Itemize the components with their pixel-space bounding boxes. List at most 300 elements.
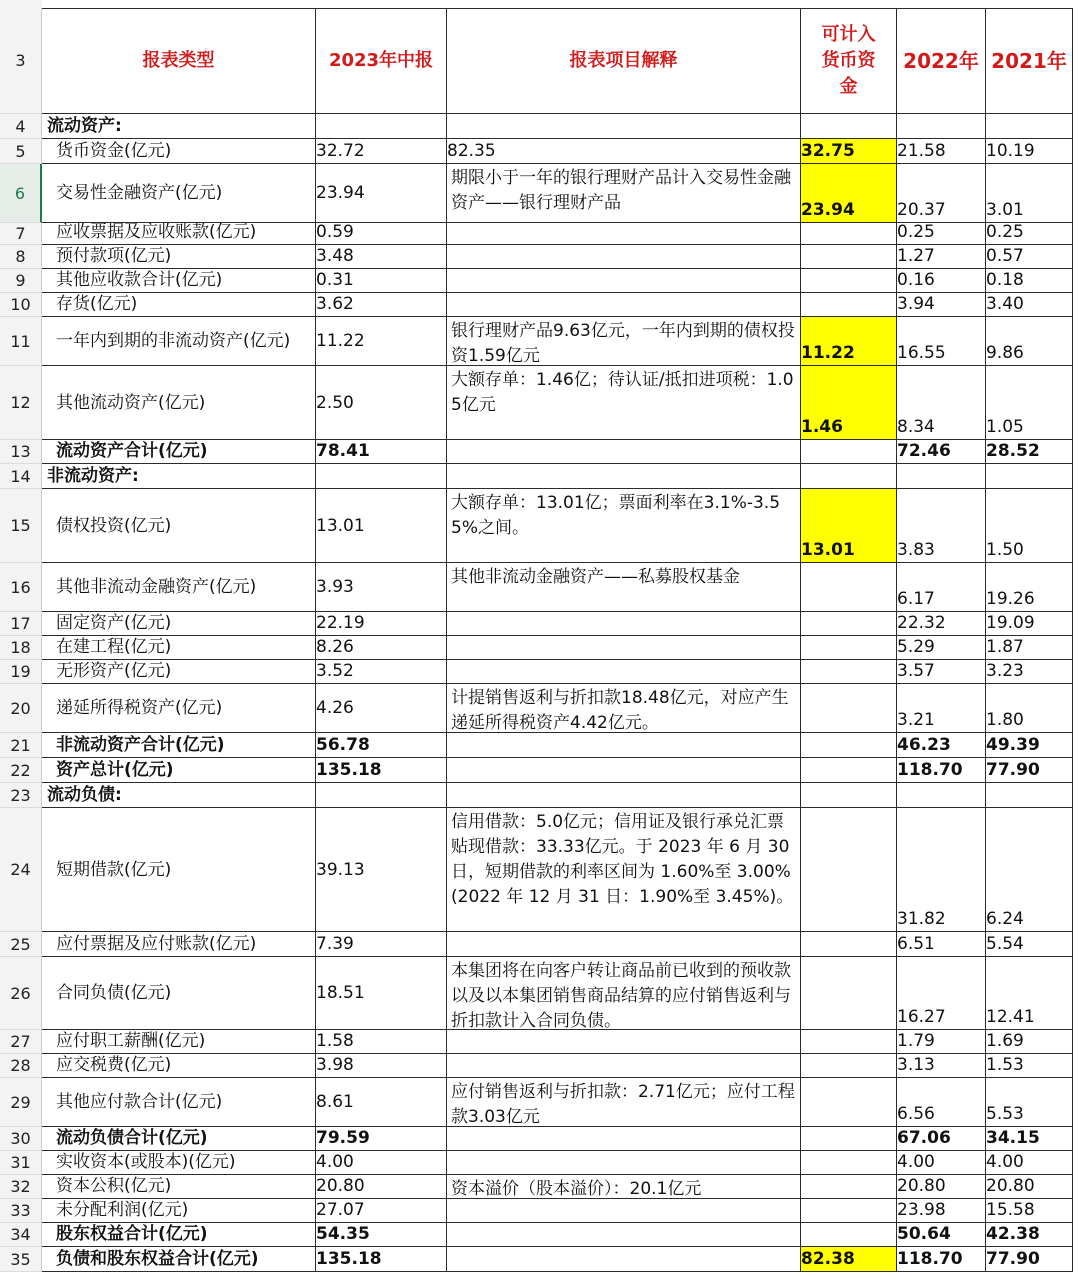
cell-empty[interactable] xyxy=(447,114,801,139)
cell-2022[interactable] xyxy=(897,563,986,612)
cell-note[interactable] xyxy=(447,957,801,1030)
cell-2023[interactable] xyxy=(316,684,447,733)
cell-2023[interactable] xyxy=(316,164,447,223)
cell-cash[interactable] xyxy=(801,489,897,563)
cell-label[interactable] xyxy=(42,489,316,563)
cell-note[interactable] xyxy=(447,1199,801,1223)
cell-note[interactable] xyxy=(447,1127,801,1151)
note-text: 其他非流动金融资产——私募股权基金 xyxy=(451,567,740,587)
cell-2021[interactable] xyxy=(986,563,1073,612)
cell-label[interactable] xyxy=(42,1054,316,1078)
cell-2021[interactable] xyxy=(986,1199,1073,1223)
cell-2022[interactable] xyxy=(897,317,986,366)
item-label: 实收资本(或股本)(亿元) xyxy=(56,1152,236,1172)
cell-cash[interactable] xyxy=(801,317,897,366)
cell-2022[interactable] xyxy=(897,612,986,636)
note-text: 本集团将在向客户转让商品前已收到的预收款以及以本集团销售商品结算的应付销售返利与折扣款计入合同负债。 xyxy=(451,961,791,1030)
cell-label[interactable] xyxy=(42,783,316,808)
cell-cash[interactable] xyxy=(801,758,897,783)
row-header-33[interactable] xyxy=(0,1199,42,1223)
cell-2021[interactable] xyxy=(986,636,1073,660)
value-2022: 16.55 xyxy=(897,343,946,363)
item-label: 债权投资(亿元) xyxy=(56,515,172,536)
cell-empty[interactable] xyxy=(447,464,801,489)
row-number: 28 xyxy=(10,1056,31,1075)
cell-empty[interactable] xyxy=(801,114,897,139)
cell-note[interactable] xyxy=(447,164,801,223)
cell-note[interactable] xyxy=(447,223,801,245)
cell-2022[interactable] xyxy=(897,1175,986,1199)
cell-empty[interactable] xyxy=(986,114,1073,139)
cell-cash[interactable] xyxy=(801,1030,897,1054)
cell-note[interactable] xyxy=(447,139,801,164)
row-header-9[interactable] xyxy=(0,269,42,293)
cell-2023[interactable] xyxy=(316,660,447,684)
cell-cash[interactable] xyxy=(801,1078,897,1127)
row-header-19[interactable] xyxy=(0,660,42,684)
value-2023: 32.72 xyxy=(316,141,365,161)
value-2021: 4.00 xyxy=(986,1152,1024,1172)
row-number: 31 xyxy=(10,1153,31,1172)
cell-2022[interactable] xyxy=(897,957,986,1030)
value-2023: 8.26 xyxy=(316,637,354,657)
value-2021: 3.40 xyxy=(986,294,1024,314)
header-cell-5[interactable] xyxy=(897,8,986,114)
cell-2023[interactable] xyxy=(316,1223,447,1247)
cell-label[interactable] xyxy=(42,563,316,612)
cell-2021[interactable] xyxy=(986,1127,1073,1151)
cell-2021[interactable] xyxy=(986,660,1073,684)
cell-2023[interactable] xyxy=(316,293,447,317)
cell-cash[interactable] xyxy=(801,563,897,612)
cell-2022[interactable] xyxy=(897,366,986,440)
cell-empty[interactable] xyxy=(316,114,447,139)
cell-2023[interactable] xyxy=(316,758,447,783)
row-number: 30 xyxy=(10,1129,31,1148)
cell-2021[interactable] xyxy=(986,293,1073,317)
item-label: 负债和股东权益合计(亿元) xyxy=(56,1249,259,1269)
cell-2021[interactable] xyxy=(986,1247,1073,1272)
cell-empty[interactable] xyxy=(801,464,897,489)
item-label: 一年内到期的非流动资产(亿元) xyxy=(56,331,291,351)
cell-cash[interactable] xyxy=(801,612,897,636)
cell-note[interactable] xyxy=(447,684,801,733)
cell-2022[interactable] xyxy=(897,932,986,957)
cell-2022[interactable] xyxy=(897,1151,986,1175)
cell-note[interactable] xyxy=(447,366,801,440)
cell-2022[interactable] xyxy=(897,1054,986,1078)
cell-label[interactable] xyxy=(42,223,316,245)
cash-value: 13.01 xyxy=(801,540,855,560)
cell-2022[interactable] xyxy=(897,293,986,317)
row-header-32[interactable] xyxy=(0,1175,42,1199)
cell-2023[interactable] xyxy=(316,733,447,758)
row-header-3[interactable] xyxy=(0,8,42,114)
row-header-35[interactable] xyxy=(0,1247,42,1272)
cell-2021[interactable] xyxy=(986,957,1073,1030)
cell-2023[interactable] xyxy=(316,317,447,366)
row-header-8[interactable] xyxy=(0,245,42,269)
cell-cash[interactable] xyxy=(801,957,897,1030)
cell-2023[interactable] xyxy=(316,932,447,957)
cell-2022[interactable] xyxy=(897,440,986,464)
item-label: 未分配利润(亿元) xyxy=(56,1200,189,1220)
cell-cash[interactable] xyxy=(801,733,897,758)
value-2023: 4.00 xyxy=(316,1152,354,1172)
value-2022: 3.83 xyxy=(897,540,935,560)
row-header-18[interactable] xyxy=(0,636,42,660)
cell-2022[interactable] xyxy=(897,1199,986,1223)
value-2022: 31.82 xyxy=(897,909,946,929)
cell-2021[interactable] xyxy=(986,245,1073,269)
cell-label[interactable] xyxy=(42,293,316,317)
cell-cash[interactable] xyxy=(801,1247,897,1272)
row-number: 12 xyxy=(10,393,31,412)
cell-cash[interactable] xyxy=(801,1223,897,1247)
cell-empty[interactable] xyxy=(897,464,986,489)
cell-2023[interactable] xyxy=(316,1078,447,1127)
cell-label[interactable] xyxy=(42,114,316,139)
cell-2023[interactable] xyxy=(316,957,447,1030)
cell-2022[interactable] xyxy=(897,139,986,164)
cell-2022[interactable] xyxy=(897,1223,986,1247)
row-number: 13 xyxy=(10,442,31,461)
cell-2022[interactable] xyxy=(897,223,986,245)
cell-label[interactable] xyxy=(42,1078,316,1127)
cell-2021[interactable] xyxy=(986,139,1073,164)
header-cell-1[interactable] xyxy=(42,8,316,114)
value-2022: 16.27 xyxy=(897,1007,946,1027)
row-header-22[interactable] xyxy=(0,758,42,783)
cell-note[interactable] xyxy=(447,1054,801,1078)
note-text: 大额存单：13.01亿；票面利率在3.1%-3.55%之间。 xyxy=(451,493,781,538)
item-label: 流动资产合计(亿元) xyxy=(56,441,208,461)
cell-cash[interactable] xyxy=(801,269,897,293)
cell-2021[interactable] xyxy=(986,366,1073,440)
cell-2023[interactable] xyxy=(316,489,447,563)
cell-empty[interactable] xyxy=(316,464,447,489)
cell-2023[interactable] xyxy=(316,269,447,293)
cell-note[interactable] xyxy=(447,636,801,660)
cell-2023[interactable] xyxy=(316,563,447,612)
note-text: 资本溢价（股本溢价）：20.1亿元 xyxy=(451,1179,702,1199)
value-2023: 135.18 xyxy=(316,760,382,780)
cell-label[interactable] xyxy=(42,1247,316,1272)
row-header-25[interactable] xyxy=(0,932,42,957)
cell-cash[interactable] xyxy=(801,1054,897,1078)
cell-cash[interactable] xyxy=(801,660,897,684)
row-header-13[interactable] xyxy=(0,440,42,464)
cell-label[interactable] xyxy=(42,464,316,489)
row-header-21[interactable] xyxy=(0,733,42,758)
cell-label[interactable] xyxy=(42,1127,316,1151)
cell-label[interactable] xyxy=(42,684,316,733)
row-header-15[interactable] xyxy=(0,489,42,563)
header-cell-2[interactable] xyxy=(316,8,447,114)
cell-2021[interactable] xyxy=(986,1078,1073,1127)
cell-2023[interactable] xyxy=(316,366,447,440)
row-header-11[interactable] xyxy=(0,317,42,366)
cell-label[interactable] xyxy=(42,758,316,783)
cell-cash[interactable] xyxy=(801,636,897,660)
cell-label[interactable] xyxy=(42,733,316,758)
row-header-10[interactable] xyxy=(0,293,42,317)
cell-2022[interactable] xyxy=(897,269,986,293)
cell-2021[interactable] xyxy=(986,684,1073,733)
cell-label[interactable] xyxy=(42,636,316,660)
cell-2022[interactable] xyxy=(897,1247,986,1272)
cell-2021[interactable] xyxy=(986,164,1073,223)
cell-note[interactable] xyxy=(447,1151,801,1175)
cell-note[interactable] xyxy=(447,245,801,269)
cell-label[interactable] xyxy=(42,808,316,932)
row-number: 5 xyxy=(15,141,26,161)
cell-label[interactable] xyxy=(42,932,316,957)
row-number: 6 xyxy=(14,183,26,203)
row-number: 23 xyxy=(10,785,31,805)
cell-note[interactable] xyxy=(447,1078,801,1127)
cell-label[interactable] xyxy=(42,612,316,636)
value-2021: 1.53 xyxy=(986,1055,1024,1075)
cell-label[interactable] xyxy=(42,164,316,223)
row-number: 15 xyxy=(10,516,31,535)
cell-label[interactable] xyxy=(42,139,316,164)
cell-note[interactable] xyxy=(447,1030,801,1054)
row-header-6[interactable] xyxy=(0,164,42,223)
cell-empty[interactable] xyxy=(447,783,801,808)
header-cell-3[interactable] xyxy=(447,8,801,114)
cell-2021[interactable] xyxy=(986,932,1073,957)
cell-2021[interactable] xyxy=(986,1054,1073,1078)
cell-empty[interactable] xyxy=(897,783,986,808)
cell-note[interactable] xyxy=(447,808,801,932)
cell-2021[interactable] xyxy=(986,1223,1073,1247)
cell-cash[interactable] xyxy=(801,223,897,245)
cell-label[interactable] xyxy=(42,660,316,684)
cell-2023[interactable] xyxy=(316,245,447,269)
cash-value: 11.22 xyxy=(801,343,855,363)
cell-2023[interactable] xyxy=(316,636,447,660)
cell-note[interactable] xyxy=(447,758,801,783)
row-header-27[interactable] xyxy=(0,1030,42,1054)
cell-cash[interactable] xyxy=(801,440,897,464)
item-label: 合同负债(亿元) xyxy=(56,983,172,1003)
cell-2023[interactable] xyxy=(316,1199,447,1223)
row-number: 21 xyxy=(10,735,31,755)
cell-2022[interactable] xyxy=(897,808,986,932)
cell-empty[interactable] xyxy=(801,783,897,808)
cell-2023[interactable] xyxy=(316,1054,447,1078)
cell-2021[interactable] xyxy=(986,223,1073,245)
value-2021: 0.57 xyxy=(986,246,1024,266)
value-2023: 135.18 xyxy=(316,1249,382,1269)
cell-label[interactable] xyxy=(42,1030,316,1054)
cell-2021[interactable] xyxy=(986,317,1073,366)
cell-2023[interactable] xyxy=(316,223,447,245)
cell-2022[interactable] xyxy=(897,660,986,684)
value-2023: 27.07 xyxy=(316,1200,365,1220)
cell-label[interactable] xyxy=(42,1199,316,1223)
row-header-30[interactable] xyxy=(0,1127,42,1151)
value-2023: 8.61 xyxy=(316,1092,354,1112)
cell-2021[interactable] xyxy=(986,440,1073,464)
item-label: 在建工程(亿元) xyxy=(56,637,172,657)
cell-cash[interactable] xyxy=(801,808,897,932)
cell-2021[interactable] xyxy=(986,489,1073,563)
cell-2023[interactable] xyxy=(316,612,447,636)
cell-note[interactable] xyxy=(447,932,801,957)
cell-label[interactable] xyxy=(42,1223,316,1247)
header-cell-6[interactable] xyxy=(986,8,1073,114)
cell-2021[interactable] xyxy=(986,612,1073,636)
value-2023: 13.01 xyxy=(316,515,365,536)
cell-2023[interactable] xyxy=(316,1030,447,1054)
cell-cash[interactable] xyxy=(801,139,897,164)
cell-2022[interactable] xyxy=(897,245,986,269)
cell-2023[interactable] xyxy=(316,808,447,932)
cell-empty[interactable] xyxy=(986,783,1073,808)
value-2022: 6.51 xyxy=(897,934,935,954)
cell-label[interactable] xyxy=(42,440,316,464)
cell-cash[interactable] xyxy=(801,366,897,440)
cell-label[interactable] xyxy=(42,366,316,440)
cell-2022[interactable] xyxy=(897,684,986,733)
row-header-29[interactable] xyxy=(0,1078,42,1127)
row-number: 34 xyxy=(10,1225,31,1244)
row-header-12[interactable] xyxy=(0,366,42,440)
cell-2021[interactable] xyxy=(986,269,1073,293)
cell-cash[interactable] xyxy=(801,1199,897,1223)
cell-note[interactable] xyxy=(447,317,801,366)
section-heading: 非流动资产: xyxy=(47,466,139,486)
cell-2023[interactable] xyxy=(316,1247,447,1272)
value-2022: 3.21 xyxy=(897,710,935,730)
cell-note[interactable] xyxy=(447,660,801,684)
header-cell-4[interactable] xyxy=(801,8,897,114)
cell-2022[interactable] xyxy=(897,1078,986,1127)
cell-note[interactable] xyxy=(447,1223,801,1247)
value-2022: 118.70 xyxy=(897,760,963,780)
cell-2023[interactable] xyxy=(316,440,447,464)
cell-cash[interactable] xyxy=(801,684,897,733)
cell-2023[interactable] xyxy=(316,1175,447,1199)
cell-2021[interactable] xyxy=(986,808,1073,932)
cell-2021[interactable] xyxy=(986,1151,1073,1175)
cell-2022[interactable] xyxy=(897,1030,986,1054)
cell-empty[interactable] xyxy=(897,114,986,139)
cell-label[interactable] xyxy=(42,1175,316,1199)
row-number: 11 xyxy=(10,331,31,351)
value-2022: 6.17 xyxy=(897,589,935,609)
cell-2021[interactable] xyxy=(986,1175,1073,1199)
row-header-31[interactable] xyxy=(0,1151,42,1175)
cell-2022[interactable] xyxy=(897,636,986,660)
value-2021: 6.24 xyxy=(986,909,1024,929)
cell-empty[interactable] xyxy=(316,783,447,808)
value-2023: 3.62 xyxy=(316,294,354,314)
cell-note[interactable] xyxy=(447,269,801,293)
cell-note[interactable] xyxy=(447,440,801,464)
item-label: 应付职工薪酬(亿元) xyxy=(56,1031,206,1051)
cell-cash[interactable] xyxy=(801,164,897,223)
cell-note[interactable] xyxy=(447,733,801,758)
cell-label[interactable] xyxy=(42,269,316,293)
cell-cash[interactable] xyxy=(801,932,897,957)
row-number: 22 xyxy=(10,760,31,780)
cell-cash[interactable] xyxy=(801,1151,897,1175)
row-header-17[interactable] xyxy=(0,612,42,636)
row-number: 18 xyxy=(10,638,31,657)
item-label: 预付款项(亿元) xyxy=(56,246,172,266)
value-2021: 77.90 xyxy=(986,760,1040,780)
cell-cash[interactable] xyxy=(801,293,897,317)
cell-label[interactable] xyxy=(42,245,316,269)
row-header-34[interactable] xyxy=(0,1223,42,1247)
cell-2022[interactable] xyxy=(897,733,986,758)
row-number: 27 xyxy=(10,1032,31,1051)
row-header-4[interactable] xyxy=(0,114,42,139)
column-header: 报表类型 xyxy=(142,50,215,71)
cell-2021[interactable] xyxy=(986,733,1073,758)
cell-2022[interactable] xyxy=(897,1127,986,1151)
row-header-14[interactable] xyxy=(0,464,42,489)
value-2022: 72.46 xyxy=(897,441,951,461)
cell-label[interactable] xyxy=(42,317,316,366)
value-2021: 15.58 xyxy=(986,1200,1035,1220)
cell-note[interactable] xyxy=(447,293,801,317)
item-label: 应交税费(亿元) xyxy=(56,1055,172,1075)
cell-empty[interactable] xyxy=(986,464,1073,489)
value-2023: 3.52 xyxy=(316,661,354,681)
cell-2022[interactable] xyxy=(897,164,986,223)
cell-2021[interactable] xyxy=(986,1030,1073,1054)
cell-label[interactable] xyxy=(42,1151,316,1175)
cell-label[interactable] xyxy=(42,957,316,1030)
row-header-5[interactable] xyxy=(0,139,42,164)
row-number: 7 xyxy=(15,224,26,243)
row-number: 32 xyxy=(10,1177,31,1196)
cell-2023[interactable] xyxy=(316,139,447,164)
note-text: 应付销售返利与折扣款：2.71亿元；应付工程款3.03亿元 xyxy=(451,1082,795,1127)
cell-cash[interactable] xyxy=(801,1127,897,1151)
cell-2021[interactable] xyxy=(986,758,1073,783)
cell-2023[interactable] xyxy=(316,1127,447,1151)
cell-note[interactable] xyxy=(447,612,801,636)
cell-2023[interactable] xyxy=(316,1151,447,1175)
cell-note[interactable] xyxy=(447,1175,801,1199)
cell-note[interactable] xyxy=(447,1247,801,1272)
item-label: 其他应收款合计(亿元) xyxy=(56,270,223,290)
cash-value: 1.46 xyxy=(801,417,843,437)
value-2021: 0.25 xyxy=(986,223,1024,242)
row-header-16[interactable] xyxy=(0,563,42,612)
row-header-7[interactable] xyxy=(0,223,42,245)
cell-note[interactable] xyxy=(447,489,801,563)
cell-2022[interactable] xyxy=(897,758,986,783)
row-header-24[interactable] xyxy=(0,808,42,932)
cell-note[interactable] xyxy=(447,563,801,612)
row-header-26[interactable] xyxy=(0,957,42,1030)
value-2023: 39.13 xyxy=(316,859,365,880)
cell-cash[interactable] xyxy=(801,245,897,269)
cell-cash[interactable] xyxy=(801,1175,897,1199)
cell-2022[interactable] xyxy=(897,489,986,563)
section-heading: 流动资产: xyxy=(47,116,122,136)
row-header-20[interactable] xyxy=(0,684,42,733)
cash-value: 32.75 xyxy=(801,141,855,161)
row-header-28[interactable] xyxy=(0,1054,42,1078)
row-header-23[interactable] xyxy=(0,783,42,808)
